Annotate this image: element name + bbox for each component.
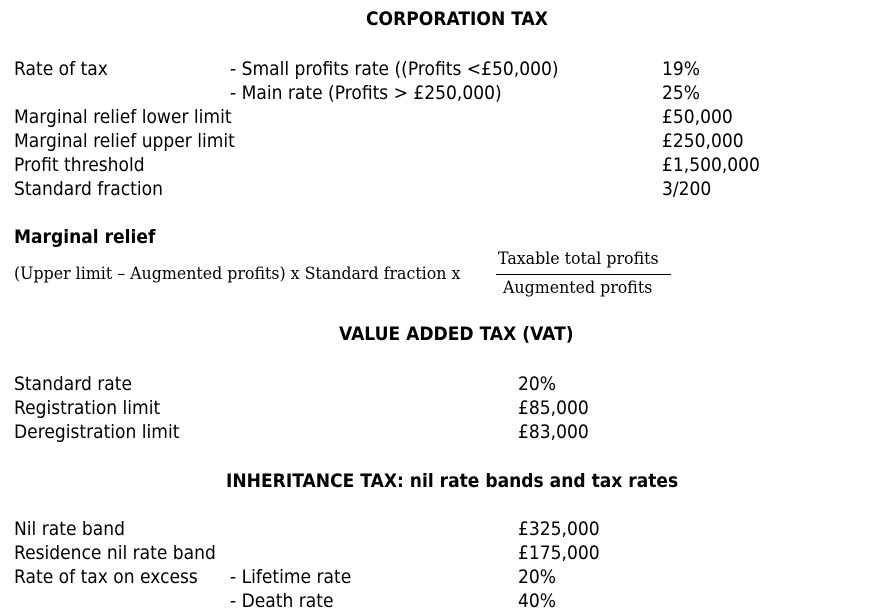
- main-rate-label: - Main rate (Profits > £250,000): [230, 82, 502, 104]
- main-rate-value: 25%: [662, 82, 701, 104]
- lifetime-rate-value: 20%: [518, 566, 557, 588]
- residence-nil-rate-band-value: £175,000: [518, 542, 600, 564]
- marginal-relief-upper-limit-value: £250,000: [662, 130, 744, 152]
- deregistration-limit-label: Deregistration limit: [14, 421, 180, 443]
- profit-threshold-label: Profit threshold: [14, 154, 145, 176]
- marginal-relief-lower-limit-label: Marginal relief lower limit: [14, 106, 232, 128]
- registration-limit-label: Registration limit: [14, 397, 161, 419]
- registration-limit-value: £85,000: [518, 397, 589, 419]
- small-profits-rate-value: 19%: [662, 58, 701, 80]
- standard-rate-value: 20%: [518, 373, 557, 395]
- marginal-relief-heading: Marginal relief: [14, 226, 156, 248]
- lifetime-rate-label: - Lifetime rate: [230, 566, 352, 588]
- rate-on-excess-label: Rate of tax on excess: [14, 566, 198, 588]
- inheritance-tax-heading: INHERITANCE TAX: nil rate bands and tax rates: [226, 470, 679, 492]
- formula-denominator: Augmented profits: [503, 278, 653, 298]
- small-profits-rate-label: - Small profits rate ((Profits <£50,000): [230, 58, 559, 80]
- profit-threshold-value: £1,500,000: [662, 154, 760, 176]
- nil-rate-band-label: Nil rate band: [14, 518, 125, 540]
- formula-numerator: Taxable total profits: [498, 249, 659, 269]
- nil-rate-band-value: £325,000: [518, 518, 600, 540]
- residence-nil-rate-band-label: Residence nil rate band: [14, 542, 216, 564]
- standard-fraction-value: 3/200: [662, 178, 712, 200]
- standard-fraction-label: Standard fraction: [14, 178, 163, 200]
- death-rate-value: 40%: [518, 590, 557, 612]
- marginal-relief-formula: (Upper limit – Augmented profits) x Standard fraction x: [14, 264, 461, 284]
- standard-rate-label: Standard rate: [14, 373, 132, 395]
- rate-of-tax-label: Rate of tax: [14, 58, 108, 80]
- deregistration-limit-value: £83,000: [518, 421, 589, 443]
- death-rate-label: - Death rate: [230, 590, 334, 612]
- marginal-relief-upper-limit-label: Marginal relief upper limit: [14, 130, 235, 152]
- fraction-bar: [496, 274, 671, 275]
- corporation-tax-heading: CORPORATION TAX: [366, 8, 548, 30]
- vat-heading: VALUE ADDED TAX (VAT): [339, 323, 574, 345]
- marginal-relief-lower-limit-value: £50,000: [662, 106, 733, 128]
